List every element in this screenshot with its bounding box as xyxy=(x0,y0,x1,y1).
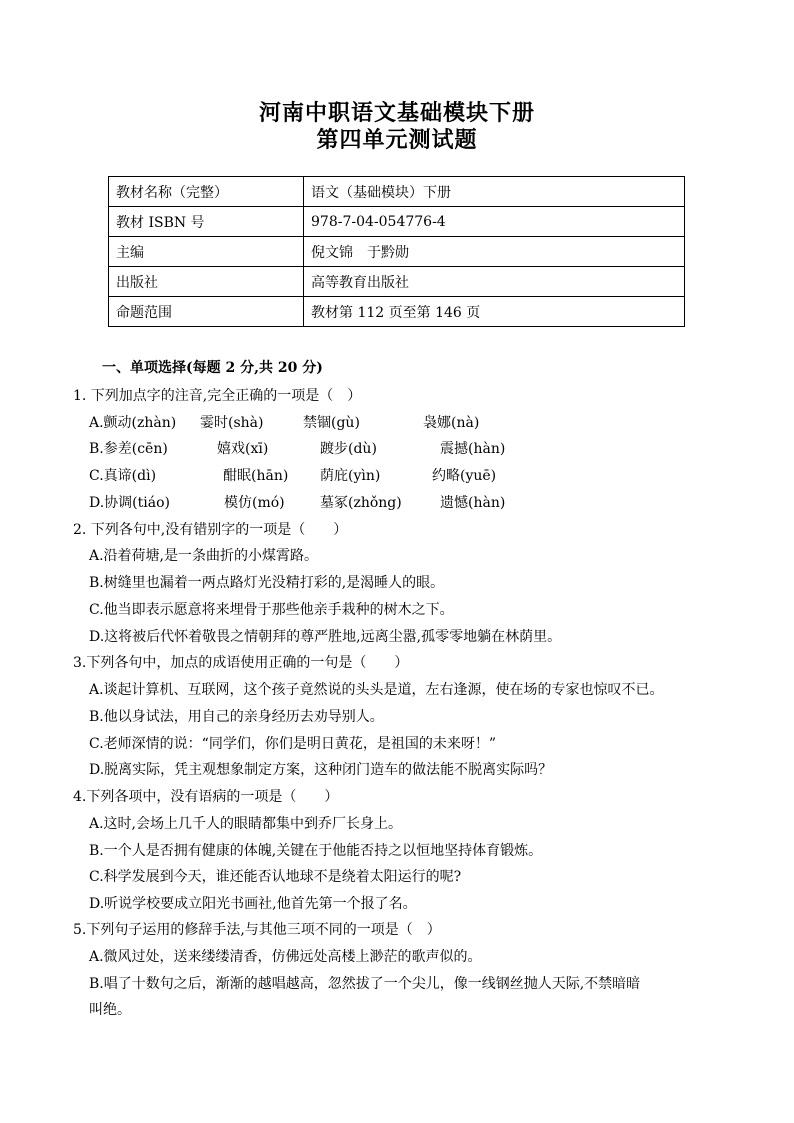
option-item: 墓冢(zhǒng) xyxy=(320,495,402,511)
question-3-stem: 3.下列各句中，加点的成语使用正确的一句是（ ） xyxy=(73,655,409,671)
question-5-stem: 5.下列句子运用的修辞手法,与其他三项不同的一项是（ ） xyxy=(73,922,441,938)
option-item: 踱步(dù) xyxy=(320,441,377,457)
table-row xyxy=(109,297,685,327)
table-row xyxy=(109,207,685,237)
option-item: B.参差(cēn) xyxy=(89,441,168,457)
info-key: 出版社 xyxy=(109,267,304,297)
section-heading: 一、单项选择(每题 2 分,共 20 分) xyxy=(102,360,323,376)
question-5-option-b-continued: 叫绝。 xyxy=(89,1002,131,1018)
info-key: 命题范围 xyxy=(109,297,304,327)
option-item: D.协调(tiáo) xyxy=(89,495,170,511)
question-2-stem: 2. 下列各句中,没有错别字的一项是（ ） xyxy=(73,522,348,538)
question-3-option-c: C.老师深情的说：“同学们，你们是明日黄花，是祖国的未来呀！” xyxy=(89,736,496,752)
question-3-option-a: A.谈起计算机、互联网，这个孩子竟然说的头头是道，左右逢源，使在场的专家也惊叹不已。 xyxy=(89,682,664,698)
option-item: C.真谛(dì) xyxy=(89,468,157,484)
info-value: 高等教育出版社 xyxy=(304,267,685,297)
option-item: 约略(yuē) xyxy=(432,468,497,484)
question-4-option-b: B.一个人是否拥有健康的体魄,关键在于他能否持之以恒地坚持体育锻炼。 xyxy=(89,843,543,859)
question-1-option-a xyxy=(89,414,479,432)
question-1-option-d xyxy=(89,494,505,512)
option-item: 荫庇(yìn) xyxy=(320,468,381,484)
question-2-option-c: C.他当即表示愿意将来埋骨于那些他亲手栽种的树木之下。 xyxy=(89,602,454,618)
option-item: 震撼(hàn) xyxy=(440,441,506,457)
question-4-option-c: C.科学发展到今天，谁还能否认地球不是绕着太阳运行的呢? xyxy=(89,869,462,885)
table-row xyxy=(109,267,685,297)
question-4-option-d: D.听说学校要成立阳光书画社,他首先第一个报了名。 xyxy=(89,896,417,912)
question-4-option-a: A.这时,会场上几千人的眼睛都集中到乔厂长身上。 xyxy=(89,816,403,832)
info-value: 倪文锦 于黔勋 xyxy=(304,237,685,267)
option-item: 嬉戏(xī) xyxy=(217,441,269,457)
info-value: 语文（基础模块）下册 xyxy=(304,177,685,207)
document-title: 河南中职语文基础模块下册 xyxy=(258,100,535,126)
question-3-option-d: D.脱离实际，凭主观想象制定方案，这种闭门造车的做法能不脱离实际吗？ xyxy=(89,762,553,778)
info-value: 教材第 112 页至第 146 页 xyxy=(304,297,685,327)
question-1-option-c xyxy=(89,467,496,485)
textbook-info-table xyxy=(108,176,685,327)
info-key: 主编 xyxy=(109,237,304,267)
question-1-stem: 1. 下列加点字的注音,完全正确的一项是（ ） xyxy=(73,388,362,404)
question-2-option-b: B.树缝里也漏着一两点路灯光没精打彩的,是渴睡人的眼。 xyxy=(89,575,445,591)
option-item: 霎时(shà) xyxy=(200,415,264,431)
table-row xyxy=(109,237,685,267)
option-item: A.颤动(zhàn) xyxy=(89,415,177,431)
option-item: 酣眠(hān) xyxy=(223,468,289,484)
option-item: 遗憾(hàn) xyxy=(440,495,506,511)
info-key: 教材 ISBN 号 xyxy=(109,207,304,237)
question-1-option-b xyxy=(89,440,505,458)
question-2-option-d: D.这将被后代怀着敬畏之情朝拜的尊严胜地,远离尘嚣,孤零零地躺在林荫里。 xyxy=(89,629,562,645)
question-5-option-b: B.唱了十数句之后，渐渐的越唱越高，忽然拔了一个尖儿，像一线钢丝抛人天际,不禁暗暗 xyxy=(89,976,641,992)
option-item: 模仿(mó) xyxy=(224,495,285,511)
info-value: 978-7-04-054776-4 xyxy=(304,207,685,237)
document-subtitle: 第四单元测试题 xyxy=(316,127,478,153)
question-4-stem: 4.下列各项中，没有语病的一项是（ ） xyxy=(73,789,339,805)
table-row xyxy=(109,177,685,207)
option-item: 禁锢(gù) xyxy=(303,415,360,431)
info-key: 教材名称（完整） xyxy=(109,177,304,207)
question-2-option-a: A.沿着荷塘,是一条曲折的小煤霄路。 xyxy=(89,548,319,564)
option-item: 袅娜(nà) xyxy=(423,415,480,431)
question-5-option-a: A.微风过处，送来缕缕清香，仿佛远处高楼上渺茫的歌声似的。 xyxy=(89,949,482,965)
question-3-option-b: B.他以身试法，用自己的亲身经历去劝导别人。 xyxy=(89,709,384,725)
